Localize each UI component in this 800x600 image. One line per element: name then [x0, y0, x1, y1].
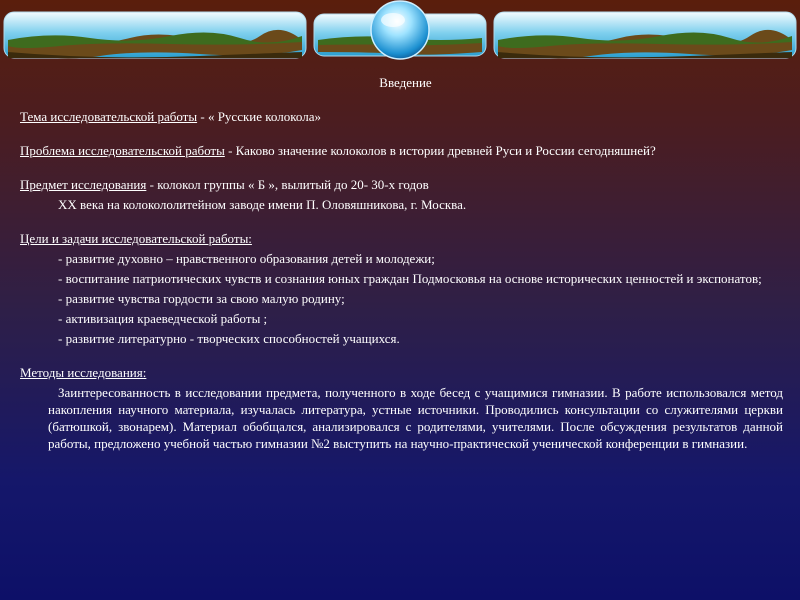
- landscape-banner-graphic: [0, 0, 800, 80]
- goals-heading: Цели и задачи исследовательской работы:: [20, 231, 252, 246]
- banner-right-panel: [494, 12, 796, 58]
- slide-title: Введение: [379, 75, 432, 90]
- topic-line: [20, 108, 783, 125]
- banner-left-panel: [4, 12, 306, 58]
- subject-line-2: XX века на колокололитейном заводе имени П. Оловяшникова, г. Москва.: [58, 197, 467, 212]
- topic-label: Тема исследовательской работы: [20, 109, 198, 124]
- goal-item: - развитие литературно - творческих способностей учащихся.: [58, 331, 400, 346]
- goal-item: - развитие духовно – нравственного образования детей и молодежи;: [58, 251, 435, 266]
- subject-label: Предмет исследования: [20, 177, 147, 192]
- problem-line: [20, 142, 783, 159]
- topic-text: - « Русские колокола»: [197, 109, 321, 124]
- subject-text: - колокол группы « Б », вылитый до 20- 30-х годов: [146, 177, 429, 192]
- problem-text: - Каково значение колоколов в истории древней Руси и России сегодняшней?: [224, 143, 656, 158]
- methods-text: Заинтересованность в исследовании предмета, полученного в ходе бесед с учащимися гимназии. В работе использовался метод накопления научного материала, изучалась литература, устные источники. Проводились консультации со служителями церкви (батюшкой, звонарем). Материал обобщался, анализировался с родителями, учителями. После обсуждения результатов данной работы, предложено учебной частью гимназии №2 выступить на научно-практической ученической конференции в гимназии.: [48, 385, 783, 451]
- globe-icon: [371, 1, 429, 59]
- goal-item: - воспитание патриотических чувств и сознания юных граждан Подмосковья на основе исторических ценностей и экспонатов;: [58, 271, 762, 286]
- problem-label: Проблема исследовательской работы: [20, 143, 225, 158]
- goal-item: - развитие чувства гордости за свою малую родину;: [58, 291, 345, 306]
- slide-content: [20, 74, 783, 452]
- header-banner: [0, 0, 800, 80]
- goal-item: - активизация краеведческой работы ;: [58, 311, 268, 326]
- subject-line: [20, 176, 783, 193]
- methods-heading: Методы исследования:: [20, 365, 147, 380]
